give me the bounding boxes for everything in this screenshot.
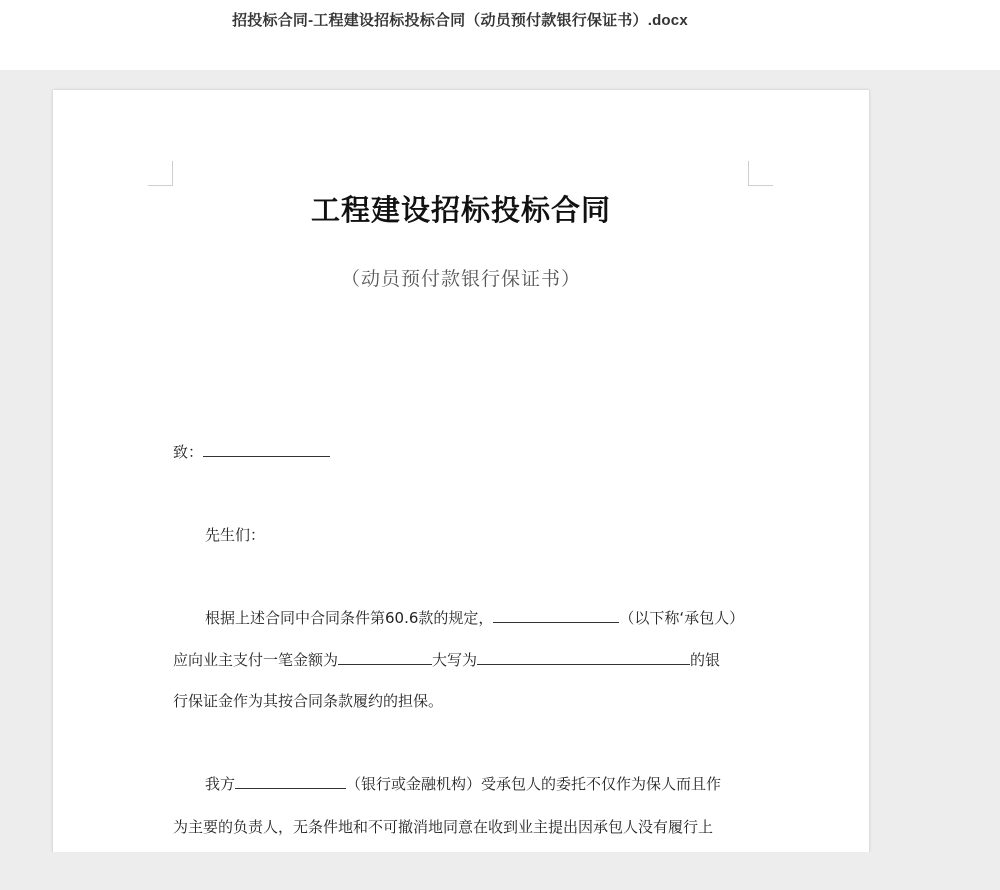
p2-text-a: 我方	[205, 775, 236, 793]
contract-title: 工程建设招标投标合同	[310, 193, 611, 227]
paragraph-2-line-1	[173, 774, 790, 794]
p2-text-b: （银行或金融机构）受承包人的委托不仅作为保人而且作	[346, 775, 722, 793]
document-file-title: 招投标合同-工程建设招标投标合同（动员预付款银行保证书）.docx	[232, 12, 688, 29]
contractor-name-blank	[493, 608, 619, 623]
amount-blank	[338, 650, 432, 665]
p1-text-a: 根据上述合同中合同条件第60.6款的规定，	[205, 609, 494, 627]
salutation: 先生们：	[205, 526, 266, 544]
paragraph-1-line-3: 行保证金作为其按合同条款履约的担保。	[173, 692, 444, 710]
bank-name-blank	[235, 774, 346, 789]
p1-text-e: 的银	[690, 651, 721, 669]
amount-in-words-blank	[477, 650, 690, 665]
paragraph-1-line-2	[173, 650, 758, 670]
contract-subtitle: （动员预付款银行保证书）	[340, 268, 581, 290]
viewer-bottom-area	[0, 852, 1000, 890]
document-page	[53, 90, 869, 870]
p1-text-b: （以下称‘承包人）	[619, 609, 745, 627]
to-label: 致：	[173, 443, 204, 461]
paragraph-2-line-2: 为主要的负责人，无条件地和不可撤消地同意在收到业主提出因承包人没有履行上	[173, 818, 714, 836]
document-viewer[interactable]	[0, 70, 1000, 890]
title-bar	[0, 0, 1000, 70]
addressee-blank	[203, 442, 330, 457]
corner-mark-top-right	[748, 161, 773, 186]
p1-text-c: 应向业主支付一笔金额为	[173, 651, 339, 669]
addressee-line	[173, 442, 758, 462]
p1-text-d: 大写为	[432, 651, 478, 669]
paragraph-1-line-1	[173, 608, 790, 628]
corner-mark-top-left	[148, 161, 173, 186]
